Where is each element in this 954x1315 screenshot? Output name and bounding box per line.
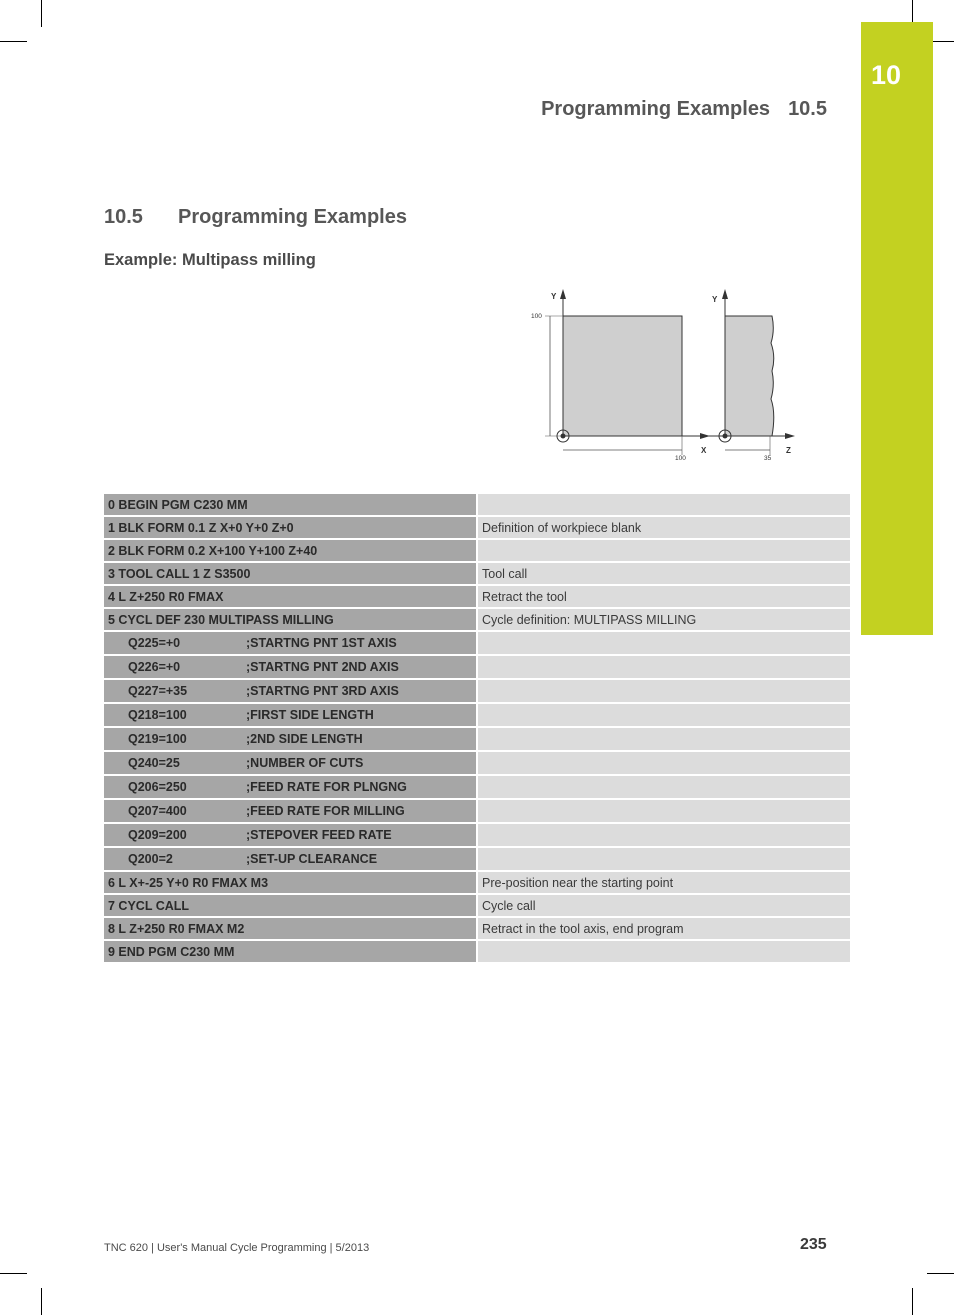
line-description: Cycle call [477, 894, 850, 917]
line-description [477, 539, 850, 562]
left-x-label: X [701, 446, 707, 455]
table-row [104, 562, 850, 585]
line-description: Tool call [477, 562, 850, 585]
table-row [104, 775, 850, 799]
table-row [104, 847, 850, 871]
program-line: 3 TOOL CALL 1 Z S3500 [104, 562, 477, 585]
param-comment: ;STARTNG PNT 3RD AXIS [246, 684, 399, 698]
side-y-axis-arrow [722, 289, 728, 299]
header-section: 10.5 [788, 98, 827, 120]
param-name: Q200=2 [128, 852, 173, 866]
param-comment: ;FEED RATE FOR PLNGNG [246, 780, 407, 794]
line-description [477, 494, 850, 516]
origin-dot [561, 434, 566, 439]
footer-text: TNC 620 | User's Manual Cycle Programming | 5/2013 [104, 1242, 370, 1254]
y-axis-arrow [560, 289, 566, 299]
line-description [477, 940, 850, 963]
header-title: Programming Examples [541, 98, 771, 120]
cycle-parameter [104, 727, 477, 751]
line-description [477, 727, 850, 751]
dim-x-value: 100 [675, 455, 686, 462]
program-line: 4 L Z+250 R0 FMAX [104, 585, 477, 608]
crop-mark [927, 1273, 954, 1274]
param-name: Q240=25 [128, 756, 180, 770]
page-number: 235 [800, 1236, 827, 1253]
program-line: 2 BLK FORM 0.2 X+100 Y+100 Z+40 [104, 539, 477, 562]
crop-mark [41, 0, 42, 27]
table-row [104, 871, 850, 894]
table-row [104, 940, 850, 963]
table-row [104, 727, 850, 751]
line-description [477, 631, 850, 655]
table-row [104, 585, 850, 608]
param-name: Q218=100 [128, 708, 187, 722]
param-comment: ;NUMBER OF CUTS [246, 756, 364, 770]
table-row [104, 608, 850, 631]
param-name: Q225=+0 [128, 636, 181, 650]
param-comment: ;FEED RATE FOR MILLING [246, 804, 405, 818]
line-description [477, 655, 850, 679]
z-axis-arrow [785, 433, 795, 439]
line-description [477, 823, 850, 847]
line-description [477, 703, 850, 727]
param-comment: ;STEPOVER FEED RATE [246, 828, 392, 842]
line-description: Retract the tool [477, 585, 850, 608]
table-row [104, 516, 850, 539]
param-name: Q227=+35 [128, 684, 188, 698]
table-row [104, 679, 850, 703]
crop-mark [912, 1288, 913, 1315]
cycle-parameter [104, 631, 477, 655]
line-description: Cycle definition: MULTIPASS MILLING [477, 608, 850, 631]
crop-mark [0, 41, 27, 42]
running-header [541, 98, 827, 121]
table-row [104, 799, 850, 823]
line-description [477, 775, 850, 799]
nc-program-table [104, 494, 850, 964]
cycle-parameter [104, 655, 477, 679]
table-row [104, 631, 850, 655]
param-comment: ;FIRST SIDE LENGTH [246, 708, 374, 722]
section-heading: Programming Examples [178, 206, 407, 228]
param-name: Q219=100 [128, 732, 187, 746]
section-number: 10.5 [104, 206, 143, 228]
program-line: 1 BLK FORM 0.1 Z X+0 Y+0 Z+0 [104, 516, 477, 539]
line-description [477, 799, 850, 823]
cycle-parameter [104, 799, 477, 823]
program-line: 9 END PGM C230 MM [104, 940, 477, 963]
param-name: Q206=250 [128, 780, 187, 794]
program-line: 5 CYCL DEF 230 MULTIPASS MILLING [104, 608, 477, 631]
dim-z-value: 35 [764, 455, 772, 462]
chapter-number: 10 [871, 60, 902, 90]
line-description [477, 679, 850, 703]
section-title [104, 206, 407, 229]
program-line: 6 L X+-25 Y+0 R0 FMAX M3 [104, 871, 477, 894]
table-row [104, 655, 850, 679]
table-row [104, 703, 850, 727]
right-y-label: Y [712, 295, 718, 304]
param-comment: ;STARTNG PNT 1ST AXIS [246, 636, 397, 650]
cycle-parameter [104, 751, 477, 775]
chapter-tab [861, 22, 933, 635]
line-description [477, 847, 850, 871]
left-y-label: Y [551, 292, 557, 301]
cycle-parameter [104, 823, 477, 847]
line-description: Pre-position near the starting point [477, 871, 850, 894]
table-row [104, 494, 850, 516]
line-description: Definition of workpiece blank [477, 516, 850, 539]
table-row [104, 894, 850, 917]
table-row [104, 823, 850, 847]
crop-mark [0, 1273, 27, 1274]
cycle-parameter [104, 847, 477, 871]
param-name: Q207=400 [128, 804, 187, 818]
param-comment: ;2ND SIDE LENGTH [246, 732, 363, 746]
line-description [477, 751, 850, 775]
cycle-parameter [104, 703, 477, 727]
program-line: 8 L Z+250 R0 FMAX M2 [104, 917, 477, 940]
param-name: Q209=200 [128, 828, 187, 842]
cycle-parameter [104, 679, 477, 703]
table-row [104, 751, 850, 775]
crop-mark [41, 1288, 42, 1315]
line-description: Retract in the tool axis, end program [477, 917, 850, 940]
param-name: Q226=+0 [128, 660, 181, 674]
side-origin-dot [723, 434, 728, 439]
program-line: 0 BEGIN PGM C230 MM [104, 494, 477, 516]
workpiece-figure [525, 285, 800, 465]
table-row [104, 539, 850, 562]
dim-y-value: 100 [531, 313, 542, 320]
workpiece-side-view [725, 316, 774, 436]
param-comment: ;STARTNG PNT 2ND AXIS [246, 660, 399, 674]
table-row [104, 917, 850, 940]
param-comment: ;SET-UP CLEARANCE [246, 852, 378, 866]
example-subtitle: Example: Multipass milling [104, 251, 316, 269]
right-z-label: Z [786, 446, 791, 455]
cycle-parameter [104, 775, 477, 799]
program-line: 7 CYCL CALL [104, 894, 477, 917]
workpiece-top-view [563, 316, 682, 436]
